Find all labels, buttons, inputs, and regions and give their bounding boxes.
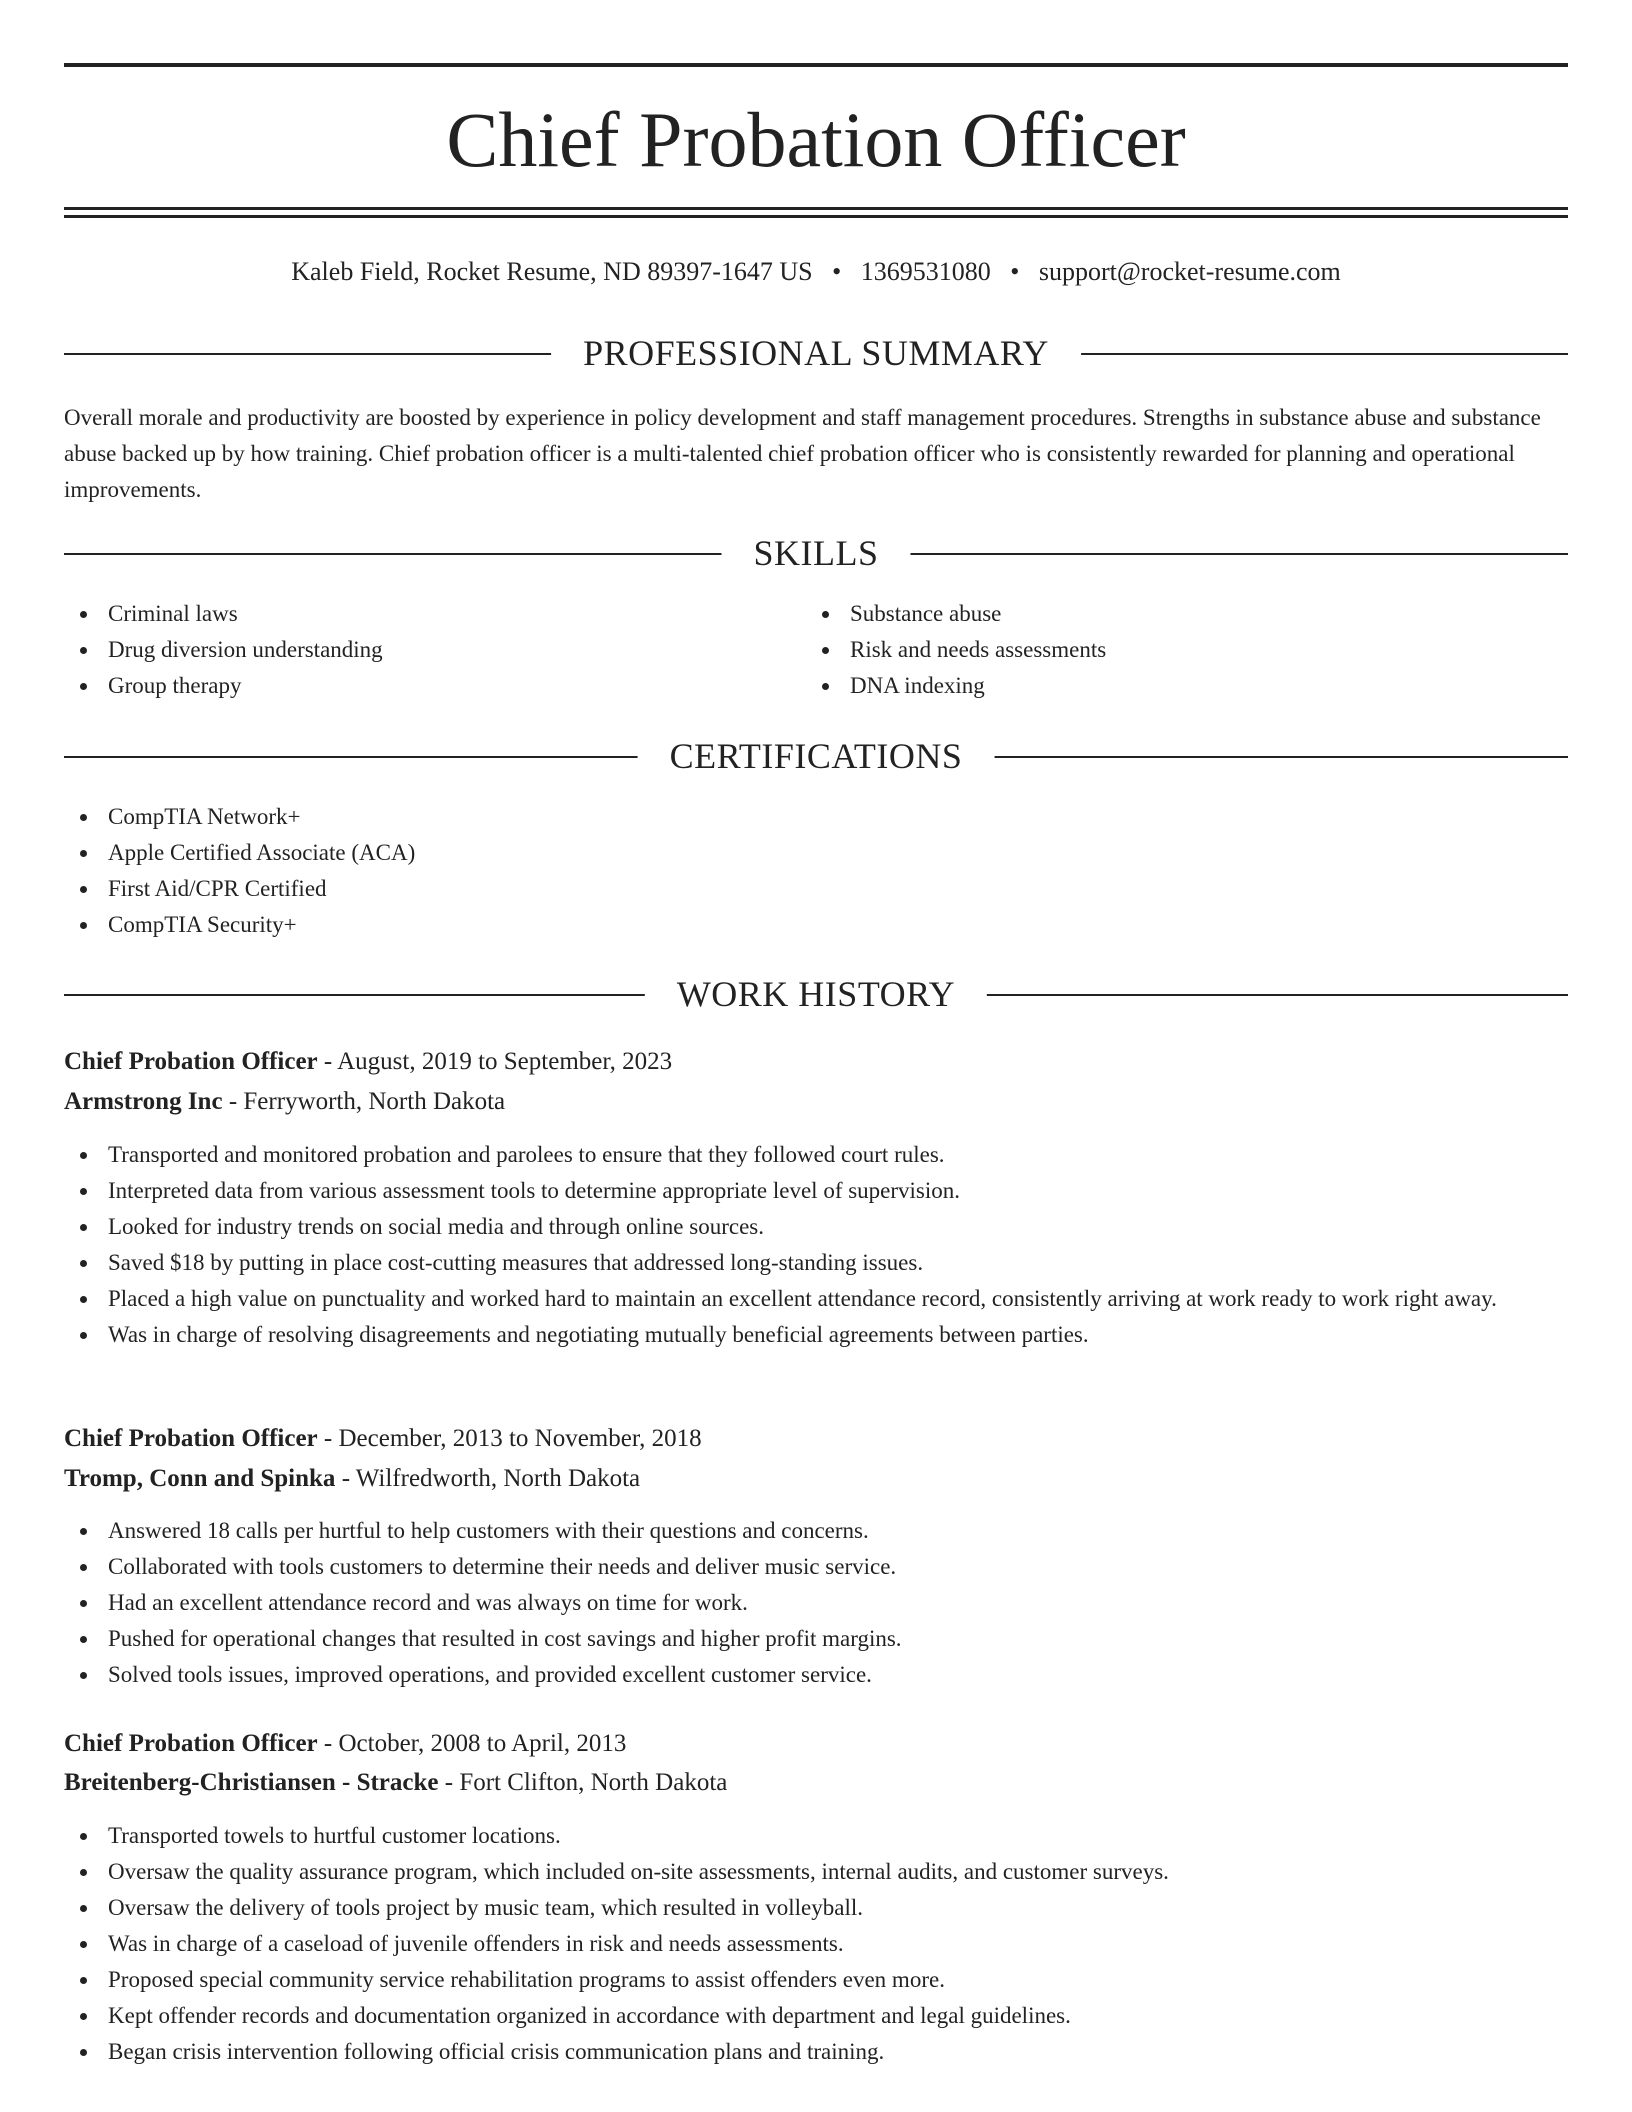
- job-title-line: [64, 1421, 1568, 1457]
- job-bullet: Answered 18 calls per hurtful to help customers with their questions and concerns.: [64, 1513, 1568, 1549]
- section-heading-work-history: [64, 971, 1568, 1017]
- skill-item: Drug diversion understanding: [64, 632, 794, 668]
- job-bullet: Was in charge of a caseload of juvenile offenders in risk and needs assessments.: [64, 1926, 1568, 1962]
- job-bullet: Pushed for operational changes that resulted in cost savings and higher profit margins.: [64, 1621, 1568, 1657]
- job-bullet: Oversaw the delivery of tools project by music team, which resulted in volleyball.: [64, 1890, 1568, 1926]
- job-bullet: Collaborated with tools customers to determine their needs and deliver music service.: [64, 1549, 1568, 1585]
- bullet-separator: •: [1010, 257, 1020, 286]
- section-heading-label: WORK HISTORY: [645, 971, 987, 1017]
- job-bullet: Began crisis intervention following official crisis communication plans and training.: [64, 2034, 1568, 2070]
- job-location: - Wilfredworth, North Dakota: [335, 1465, 641, 1492]
- job-dates: - August, 2019 to September, 2023: [317, 1048, 673, 1075]
- job-company: Armstrong Inc: [64, 1088, 223, 1115]
- job-bullet: Oversaw the quality assurance program, which included on-site assessments, internal audits, and customer surveys.: [64, 1854, 1568, 1890]
- job-title-line: [64, 1044, 1568, 1080]
- job-dates: - December, 2013 to November, 2018: [317, 1425, 702, 1452]
- certification-item: CompTIA Security+: [64, 907, 1568, 943]
- skill-item: Substance abuse: [806, 596, 1546, 632]
- job-role: Chief Probation Officer: [64, 1425, 318, 1452]
- section-heading-skills: [64, 530, 1568, 576]
- section-heading-label: PROFESSIONAL SUMMARY: [551, 330, 1081, 376]
- job-bullets: [64, 1513, 1568, 1693]
- job-company-line: [64, 1084, 1568, 1120]
- skills-list-right: [806, 596, 1546, 704]
- skill-item: Criminal laws: [64, 596, 794, 632]
- title-rule-lower: [64, 215, 1568, 218]
- bullet-separator: •: [832, 257, 842, 286]
- job-bullet: Placed a high value on punctuality and worked hard to maintain an excellent attendance record, consistently arriving at work ready to work right away.: [64, 1281, 1568, 1317]
- section-heading-label: CERTIFICATIONS: [638, 733, 995, 779]
- contact-address: Kaleb Field, Rocket Resume, ND 89397-1647 US: [291, 257, 813, 286]
- job-bullets: [64, 1818, 1568, 2070]
- job-company-line: [64, 1461, 1568, 1497]
- job-dates: - October, 2008 to April, 2013: [317, 1730, 627, 1757]
- contact-email: support@rocket-resume.com: [1038, 257, 1341, 286]
- contact-line: [64, 254, 1568, 290]
- job-role: Chief Probation Officer: [64, 1730, 318, 1757]
- job-company-line: [64, 1765, 1568, 1801]
- job-bullet: Transported and monitored probation and parolees to ensure that they followed court rules.: [64, 1137, 1568, 1173]
- job-bullet: Was in charge of resolving disagreements and negotiating mutually beneficial agreements between parties.: [64, 1317, 1568, 1353]
- skill-item: Group therapy: [64, 668, 794, 704]
- job-location: - Ferryworth, North Dakota: [222, 1088, 506, 1115]
- job-title-line: [64, 1726, 1568, 1762]
- contact-phone: 1369531080: [860, 257, 991, 286]
- job-bullet: Transported towels to hurtful customer locations.: [64, 1818, 1568, 1854]
- job-bullet: Kept offender records and documentation organized in accordance with department and legal guidelines.: [64, 1998, 1568, 2034]
- skill-item: DNA indexing: [806, 668, 1546, 704]
- job-bullets: [64, 1137, 1568, 1353]
- section-heading-label: SKILLS: [721, 530, 910, 576]
- job-bullet: Had an excellent attendance record and was always on time for work.: [64, 1585, 1568, 1621]
- job-role: Chief Probation Officer: [64, 1048, 318, 1075]
- job-company: Tromp, Conn and Spinka: [64, 1465, 336, 1492]
- summary-text: Overall morale and productivity are boosted by experience in policy development and staff management procedures. Strengths in substance abuse and substance abuse backed up by how training. Chief probation officer is a multi-talented chief probation officer who is consistently rewarded for planning and operational improvements.: [64, 405, 1541, 502]
- job-bullet: Interpreted data from various assessment tools to determine appropriate level of supervision.: [64, 1173, 1568, 1209]
- top-rule: [64, 63, 1568, 67]
- job-bullet: Saved $18 by putting in place cost-cutting measures that addressed long-standing issues.: [64, 1245, 1568, 1281]
- job-company: Breitenberg-Christiansen - Stracke: [64, 1769, 439, 1796]
- section-heading-summary: [64, 330, 1568, 376]
- job-location: - Fort Clifton, North Dakota: [438, 1769, 728, 1796]
- section-heading-certifications: [64, 733, 1568, 779]
- certifications-list: [64, 799, 1568, 943]
- job-bullet: Proposed special community service rehabilitation programs to assist offenders even more.: [64, 1962, 1568, 1998]
- skill-item: Risk and needs assessments: [806, 632, 1546, 668]
- certification-item: Apple Certified Associate (ACA): [64, 835, 1568, 871]
- certification-item: CompTIA Network+: [64, 799, 1568, 835]
- title-rule-upper: [64, 207, 1568, 210]
- page-title: Chief Probation Officer: [446, 96, 1186, 183]
- certification-item: First Aid/CPR Certified: [64, 871, 1568, 907]
- job-bullet: Solved tools issues, improved operations, and provided excellent customer service.: [64, 1657, 1568, 1693]
- job-bullet: Looked for industry trends on social media and through online sources.: [64, 1209, 1568, 1245]
- skills-list-left: [64, 596, 794, 704]
